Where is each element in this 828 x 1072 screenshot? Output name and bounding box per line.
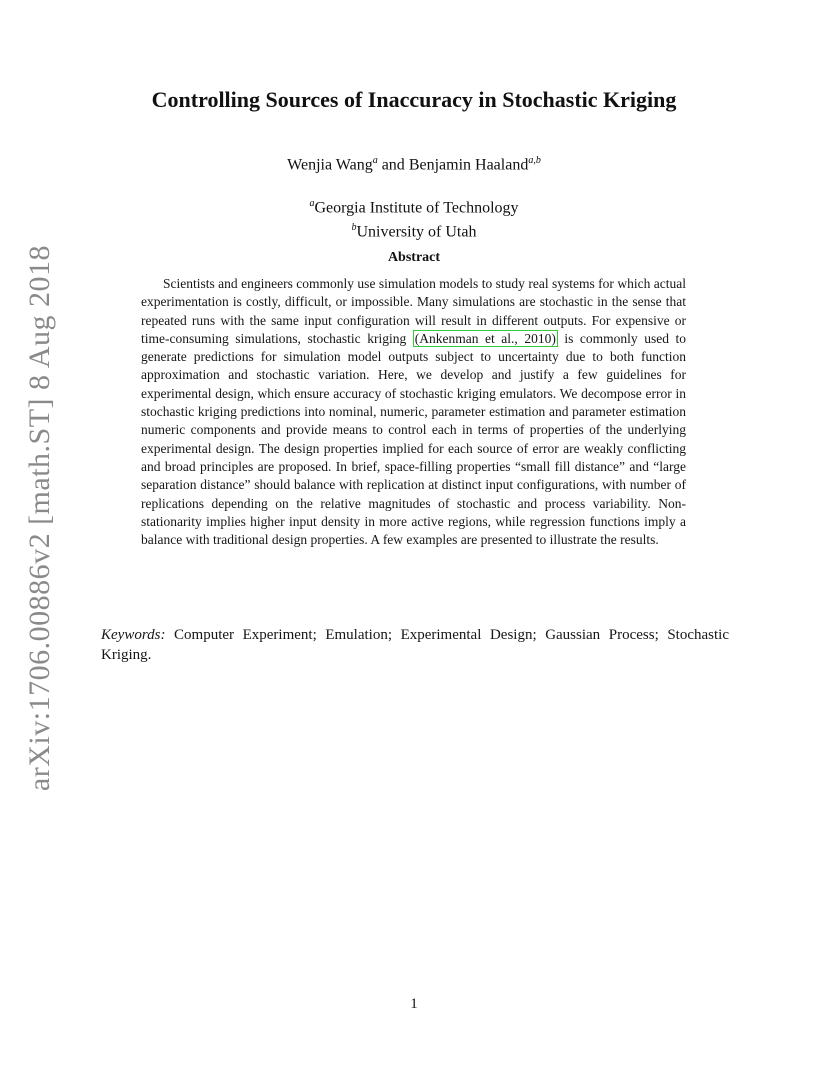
abstract-text: Scientists and engineers commonly use simulation models to study real systems for which actual experimentation is costly, difficult, or impossible. Many simulations are stochastic in the sense that repeated runs with the same input configuration will result in different outputs. For expensive or time-consuming simulations, stochastic kriging xyxy=(141,276,686,346)
citation-year: 2010 xyxy=(524,330,552,346)
author-affiliation-marker: a xyxy=(372,155,378,166)
abstract-heading: Abstract xyxy=(387,250,441,265)
affiliations xyxy=(110,194,718,243)
affiliation-name: University of Utah xyxy=(356,223,477,241)
abstract-body xyxy=(141,275,686,549)
affiliation-line xyxy=(110,218,718,242)
paper-title: Controlling Sources of Inaccuracy in Stochastic Kriging xyxy=(151,87,677,112)
keywords-label: Keywords: xyxy=(101,627,166,643)
arxiv-identifier-text: arXiv:1706.00886v2 [math.ST] 8 Aug 2018 xyxy=(23,244,57,792)
citation-open-paren: ( xyxy=(414,330,420,346)
keywords xyxy=(101,625,729,665)
citation-close-paren: ) xyxy=(551,330,556,346)
author-name: Wenjia Wang xyxy=(287,156,373,174)
citation-separator: , xyxy=(514,330,525,346)
citation-author: Ankenman et al. xyxy=(419,330,515,346)
affiliation-line xyxy=(110,194,718,218)
author-affiliation-marker: a,b xyxy=(528,155,541,166)
arxiv-identifier-stamp xyxy=(14,244,66,792)
author-line xyxy=(110,155,718,174)
abstract-text: is commonly used to generate predictions for simulation model outputs subject to uncertainty due to both function approximation and stochastic variation. Here, we develop and justify a few guidelines for experimental design, which ensure accuracy of stochastic kriging emulators. We decompose error in stochastic kriging predictions into nominal, numeric, parameter estimation and parameter estimation numeric components and provide means to control each in terms of properties of the underlying experimental design. The design properties implied for each source of error are weakly conflicting and broad principles are proposed. In brief, space-filling properties “small fill distance” and “large separation distance” should balance with replication at distinct input configurations, with number of replications depending on the relative magnitudes of stochastic and process variability. Non-stationarity implies higher input density in more active regions, while regression functions imply a balance with traditional design properties. A few examples are presented to illustrate the results. xyxy=(141,330,686,548)
affiliation-marker: a xyxy=(309,198,315,209)
citation-link[interactable] xyxy=(413,330,558,347)
author-connector: and xyxy=(377,156,409,174)
affiliation-name: Georgia Institute of Technology xyxy=(314,199,519,217)
affiliation-marker: b xyxy=(351,222,357,234)
page-number: 1 xyxy=(410,996,418,1012)
author-name: Benjamin Haaland xyxy=(408,156,529,174)
keywords-text: Computer Experiment; Emulation; Experimental Design; Gaussian Process; Stochastic Kriging. xyxy=(101,627,729,663)
